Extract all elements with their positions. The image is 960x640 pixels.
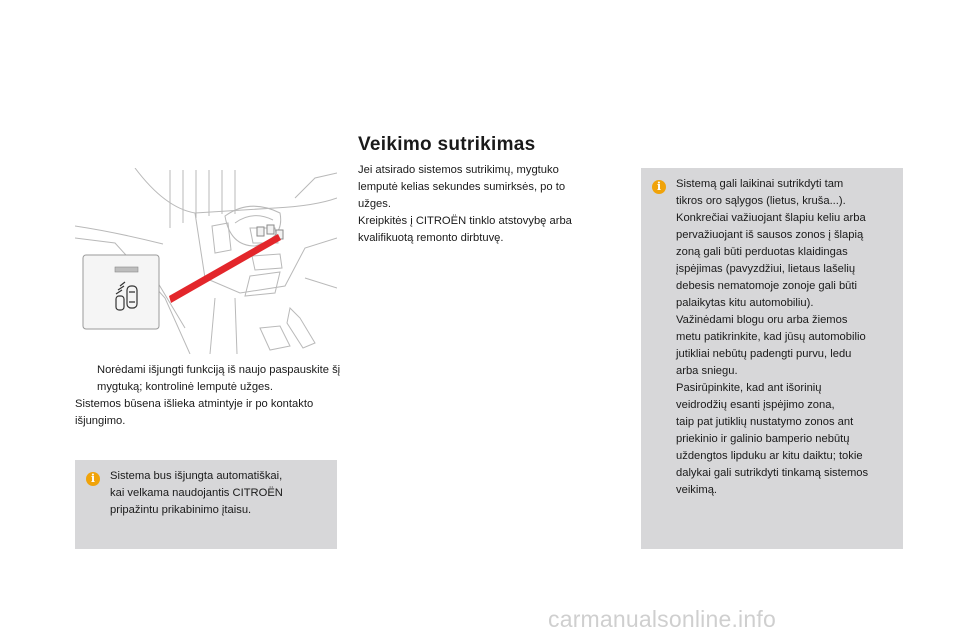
button-closeup [83,255,159,329]
info-box-weather [641,168,903,549]
info-box-towing-text: Sistema bus išjungta automatiškai, kai velkama naudojantis CITROËN pripažintu prikabinimo įtaisu. [110,470,283,516]
watermark: carmanualsonline.info [548,606,776,632]
info-icon [652,180,666,194]
instruction-bullet [75,362,343,396]
indicator-lamp [115,267,138,272]
info-box-towing [75,460,337,549]
section-heading: Veikimo sutrikimas [358,134,536,155]
dashboard-illustration [75,168,337,354]
bullet-marker [75,362,97,396]
instruction-block [75,362,343,430]
bullet-text: Norėdami išjungti funkciją iš naujo paspauskite šį mygtuką; kontrolinė lemputė užges. [97,364,341,393]
instruction-note: Sistemos būsena išlieka atmintyje ir po kontakto išjungimo. [75,398,314,427]
info-box-weather-text: Sistemą gali laikinai sutrikdyti tam tikros oro sąlygos (lietus, kruša...). Konkrečiai važiuojant šlapiu keliu arba pervažiuojant iš sausos zonos į šlapią zoną gali būti perduotas klaidingas įspėjimas (pavyzdžiui, lietaus lašelių debesis nematomoje zonoje gali būti palaikytas kitu automobiliu). Važinėdami blogu oru arba žiemos metu patikrinkite, kad jūsų automobilio jutikliai nebūtų padengti purvu, ledu arba sniegu. Pasirūpinkite, kad ant išorinių veidrodžių esanti įspėjimo zona, taip pat jutiklių nustatymo zonos ant priekinio ir galinio bamperio nebūtų uždengtos lipduku ar kitu daiktu; tokie dalykai gali sutrikdyti tinkamą sistemos veikimą. [676,178,869,496]
dashboard-drawing [75,168,337,354]
info-icon [86,472,100,486]
section-body-text: Jei atsirado sistemos sutrikimų, mygtuko lemputė kelias sekundes sumirksės, po to užges. Kreipkitės į CITROËN tinklo atstovybę arba kvalifikuotą remonto dirbtuvę. [358,164,572,244]
pointer-arrow [169,234,281,303]
